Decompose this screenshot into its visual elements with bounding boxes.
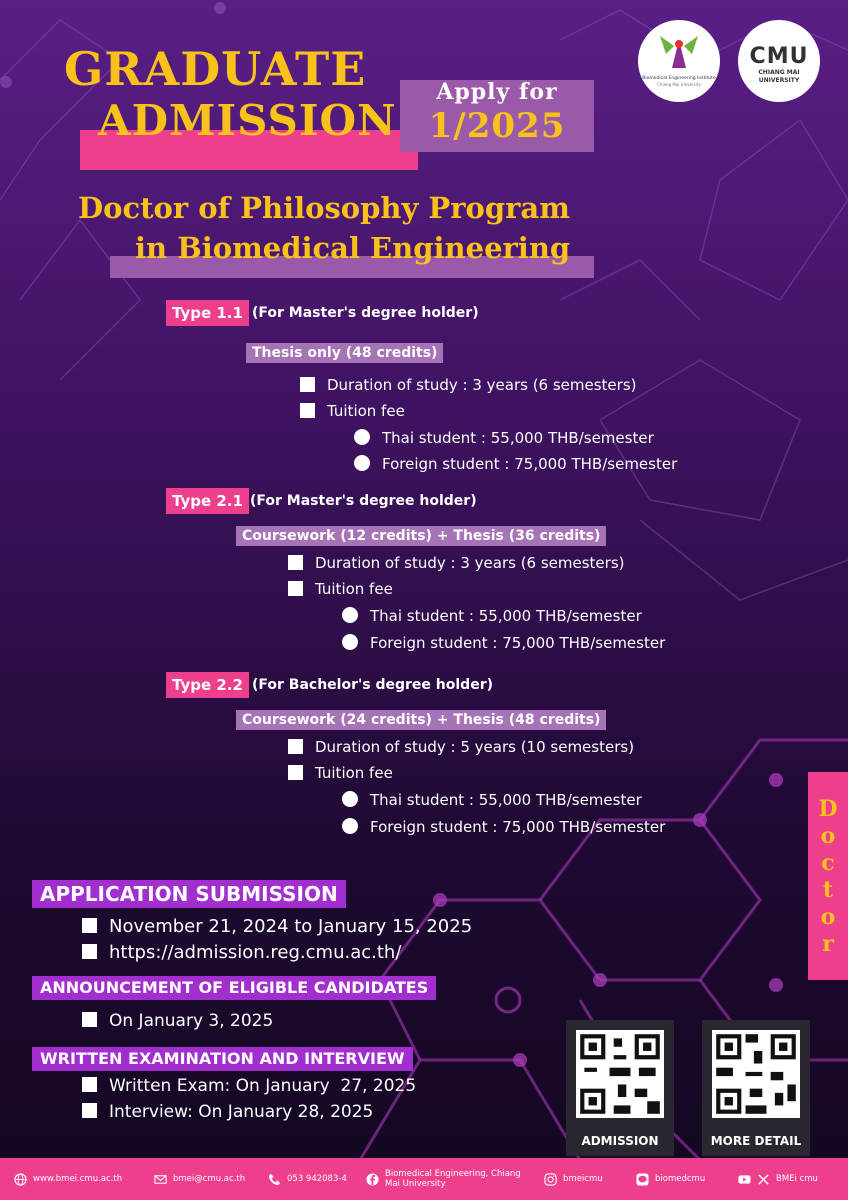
checkbox-icon xyxy=(288,765,303,780)
type-1-1-credits: Thesis only (48 credits) xyxy=(246,343,443,363)
admission-qr[interactable] xyxy=(566,1020,674,1156)
checkbox-icon xyxy=(82,918,97,933)
interview-date: Interview: On January 28, 2025 xyxy=(82,1101,373,1123)
type-2-1-foreign-fee: Foreign student : 75,000 THB/semester xyxy=(342,632,665,654)
type-1-1-thai-fee: Thai student : 55,000 THB/semester xyxy=(354,427,654,449)
checkbox-icon xyxy=(288,739,303,754)
type-2-2-tuition: Tuition fee xyxy=(288,762,393,784)
application-heading: APPLICATION SUBMISSION xyxy=(32,880,346,908)
footer-bar xyxy=(0,1158,848,1200)
checkbox-icon xyxy=(82,1012,97,1027)
bullet-icon xyxy=(354,429,370,445)
footer-facebook[interactable]: Biomedical Engineering, Chiang Mai University xyxy=(366,1158,526,1200)
more-detail-qr-code-icon xyxy=(712,1030,800,1118)
admission-qr-code-icon xyxy=(576,1030,664,1118)
phone-icon xyxy=(268,1173,281,1186)
more-detail-qr-label: MORE DETAIL xyxy=(710,1134,802,1148)
youtube-icon xyxy=(738,1173,751,1186)
type-2-2-foreign-fee: Foreign student : 75,000 THB/semester xyxy=(342,816,665,838)
type-1-1-tuition: Tuition fee xyxy=(300,400,405,422)
bmei-logo-name: Biomedical Engineering Institute xyxy=(642,76,716,81)
apply-label: Apply for xyxy=(436,79,558,105)
announcement-date: On January 3, 2025 xyxy=(82,1010,273,1032)
program-line2: in Biomedical Engineering xyxy=(135,231,571,265)
cmu-logo-mark: CMU xyxy=(749,44,809,69)
application-url[interactable]: https://admission.reg.cmu.ac.th/ xyxy=(82,941,401,965)
checkbox-icon xyxy=(300,377,315,392)
side-tab-letter: r xyxy=(822,931,834,957)
type-2-1-duration: Duration of study : 3 years (6 semesters) xyxy=(288,552,625,574)
type-1-1-duration: Duration of study : 3 years (6 semesters) xyxy=(300,374,637,396)
announcement-heading: ANNOUNCEMENT OF ELIGIBLE CANDIDATES xyxy=(32,976,436,1000)
instagram-icon xyxy=(544,1173,557,1186)
application-dates: November 21, 2024 to January 15, 2025 xyxy=(82,915,472,939)
apply-term: 1/2025 xyxy=(428,106,566,146)
checkbox-icon xyxy=(300,403,315,418)
doctor-side-tab-text xyxy=(808,772,848,958)
checkbox-icon xyxy=(82,944,97,959)
footer-website[interactable]: www.bmei.cmu.ac.th xyxy=(14,1158,122,1200)
doctor-side-tab xyxy=(808,772,848,980)
checkbox-icon xyxy=(288,555,303,570)
type-2-1-credits: Coursework (12 credits) + Thesis (36 credits) xyxy=(236,526,606,546)
bmei-logo-sub: Chiang Mai University xyxy=(657,82,701,87)
title-line2: ADMISSION xyxy=(98,96,397,145)
type-1-1-foreign-fee: Foreign student : 75,000 THB/semester xyxy=(354,453,677,475)
checkbox-icon xyxy=(82,1077,97,1092)
type-1-1-label: Type 1.1 xyxy=(166,300,249,326)
bullet-icon xyxy=(342,607,358,623)
written-exam-date: Written Exam: On January 27, 2025 xyxy=(82,1075,416,1097)
footer-phone[interactable]: 053 942083-4 xyxy=(268,1158,347,1200)
line-app-icon xyxy=(636,1173,649,1186)
checkbox-icon xyxy=(288,581,303,596)
bullet-icon xyxy=(342,818,358,834)
type-2-1-tuition: Tuition fee xyxy=(288,578,393,600)
side-tab-letter: c xyxy=(821,850,835,876)
exam-heading: WRITTEN EXAMINATION AND INTERVIEW xyxy=(32,1047,413,1071)
type-2-1-thai-fee: Thai student : 55,000 THB/semester xyxy=(342,605,642,627)
bullet-icon xyxy=(342,791,358,807)
cmu-logo xyxy=(738,20,820,102)
bullet-icon xyxy=(354,455,370,471)
footer-youtube-x[interactable]: BMEi cmu xyxy=(738,1158,818,1200)
globe-icon xyxy=(14,1173,27,1186)
type-2-2-thai-fee: Thai student : 55,000 THB/semester xyxy=(342,789,642,811)
type-1-1-note: (For Master's degree holder) xyxy=(252,305,479,321)
bmei-logo xyxy=(638,20,720,102)
side-tab-letter: o xyxy=(820,823,836,849)
side-tab-letter: o xyxy=(820,904,836,930)
mail-icon xyxy=(154,1173,167,1186)
side-tab-letter: t xyxy=(822,877,834,903)
more-detail-qr[interactable] xyxy=(702,1020,810,1156)
facebook-icon xyxy=(366,1173,379,1186)
footer-email[interactable]: bmei@cmu.ac.th xyxy=(154,1158,245,1200)
cmu-logo-name: CHIANG MAI UNIVERSITY xyxy=(758,69,800,84)
type-2-2-duration: Duration of study : 5 years (10 semesters) xyxy=(288,736,634,758)
side-tab-letter: D xyxy=(818,796,838,822)
footer-line[interactable]: biomedcmu xyxy=(636,1158,705,1200)
type-2-1-note: (For Master's degree holder) xyxy=(250,493,477,509)
footer-instagram[interactable]: bmeicmu xyxy=(544,1158,603,1200)
type-2-2-note: (For Bachelor's degree holder) xyxy=(252,677,493,693)
bullet-icon xyxy=(342,634,358,650)
type-2-1-label: Type 2.1 xyxy=(166,488,249,514)
program-line1: Doctor of Philosophy Program xyxy=(78,191,570,225)
checkbox-icon xyxy=(82,1103,97,1118)
title-line1: GRADUATE xyxy=(64,42,367,96)
admission-qr-label: ADMISSION xyxy=(581,1134,659,1148)
bmei-emblem-icon xyxy=(656,32,702,72)
x-twitter-icon xyxy=(757,1173,770,1186)
type-2-2-label: Type 2.2 xyxy=(166,672,249,698)
type-2-2-credits: Coursework (24 credits) + Thesis (48 credits) xyxy=(236,710,606,730)
